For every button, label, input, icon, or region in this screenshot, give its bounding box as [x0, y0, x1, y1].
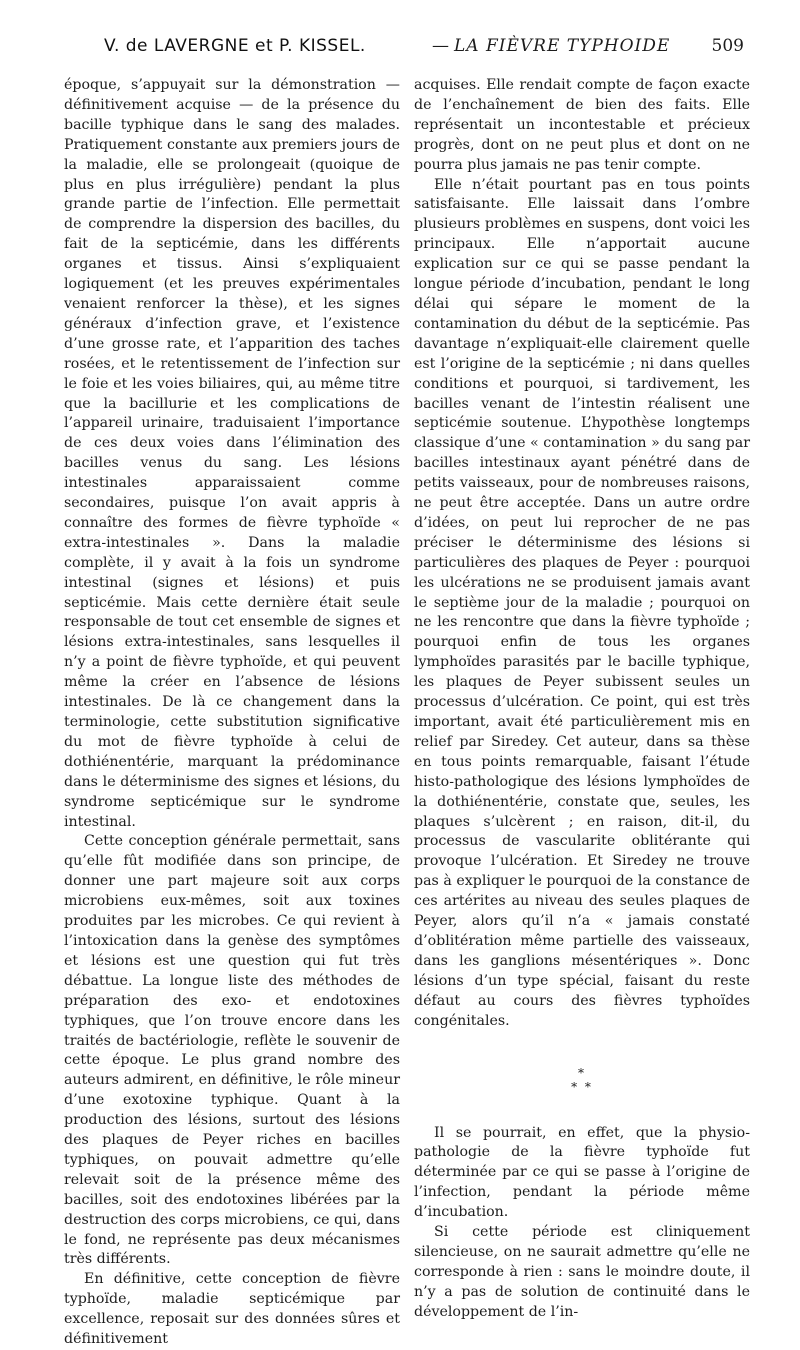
left-column — [64, 76, 400, 1350]
left-paragraph-3: En définitive, cette conception de fièvre typhoïde, maladie septicémique par excellence, reposait sur des données sûres et définitivement — [64, 1271, 400, 1348]
header-title: LA FIÈVRE TYPHOIDE — [454, 36, 671, 56]
asterism-bottom: * * — [571, 1079, 593, 1094]
right-paragraph-1: acquises. Elle rendait compte de façon exacte de l’enchaînement de bien des faits. Elle représentait un incontestable et précieux progrès, dont on ne peut plus et dont on ne pourra plus jamais ne pas tenir compte. — [414, 77, 750, 173]
right-paragraph-3: Il se pourrait, en effet, que la physio-pathologie de la fièvre typhoïde fut déterminée par ce qui se passe à l’origine de l’infection, pendant la période même d’incubation. — [414, 1124, 750, 1221]
left-paragraph-2: Cette conception générale permettait, sans qu’elle fût modifiée dans son principe, de donner une part majeure soit aux corps microbiens eux-mêmes, soit aux toxines produites par les microbes. Ce qui revient à l’intoxication dans la genèse des symptômes et lésions est une question qui fut très débattue. La longue liste des méthodes de préparation des exo- et endotoxines typhiques, que l’on trouve encore dans les traités de bactériologie, reflète le souvenir de cette époque. Le plus grand nombre des auteurs admirent, en définitive, le rôle mineur d’une exotoxine typhique. Quant à la production des lésions, surtout des lésions des plaques de Peyer riches en bacilles typhiques, on pouvait admettre qu’elle relevait soit de la présence même des bacilles, soit des endotoxines libérées par la destruction des corps microbiens, ce qui, dans le fond, ne représente pas deux mécanismes très différents. — [64, 833, 400, 1268]
right-paragraph-2: Elle n’était pourtant pas en tous points satisfaisante. Elle laissait dans l’ombre plusieurs problèmes en suspens, dont voici les principaux. Elle n’apportait aucune explication sur ce qui se passe pendant la longue période d’incubation, pendant le long délai qui sépare le moment de la contamination du début de la septicémie. Pas davantage n’expliquait-elle clairement quelle est l’origine de la septicémie ; ni dans quelles conditions et pourquoi, si tardivement, les bacilles venant de l’intestin réalisent une septicémie soutenue. L’hypothèse longtemps classique d’une « contamination » du sang par bacilles intestinaux ayant pénétré dans de petits vaisseaux, pour de nombreuses raisons, ne peut être acceptée. Dans un autre ordre d’idées, on peut lui reprocher de ne pas préciser le déterminisme des lésions si particulières des plaques de Peyer : pourquoi les ulcérations ne se produisent jamais avant le septième jour de la maladie ; pourquoi on ne les rencontre que dans la fièvre typhoïde ; pourquoi enfin de tous les organes lymphoïdes parasités par le bacille typhique, les plaques de Peyer subissent seules un processus d’ulcération. Ce point, qui est très important, avait été particulièrement mis en relief par Siredey. Cet auteur, dans sa thèse en tous points remarquable, faisant l’étude histo-pathologique des lésions lymphoïdes de la dothiénentérie, constate que, seules, les plaques s’ulcèrent ; en raison, dit-il, du processus de vascularite oblitérante qui provoque l’ulcération. Et Siredey ne trouve pas à expliquer le pourquoi de la constance de ces artérites au niveau des seules plaques de Peyer, alors qu’il n’a « jamais constaté d’oblitération même partielle des vaisseaux, dans les ganglions mésentériques ». Donc lésions d’un type spécial, faisant du reste défaut au cours des fièvres typhoïdes congénitales. — [414, 176, 750, 1029]
page-number: 509 — [711, 36, 744, 56]
header-separator: — — [432, 36, 449, 56]
asterism-top: * — [578, 1065, 586, 1080]
right-column — [414, 76, 750, 1323]
left-paragraph-1: époque, s’appuyait sur la démonstration — définitivement acquise — de la présence du bacille typhique dans le sang des malades. Pratiquement constante aux premiers jours de la maladie, elle se prolongeait (quoique de plus en plus irrégulière) pendant la plus grande partie de l’infection. Elle permettait de comprendre la dispersion des bacilles, du fait de la septicémie, dans les différents organes et tissus. Ainsi s’expliquaient logiquement (et les preuves expérimentales venaient renforcer la thèse), et les signes généraux d’infection grave, et l’existence d’une grosse rate, et l’apparition des taches rosées, et le retentissement de l’infection sur le foie et les voies biliaires, qui, au même titre que la bacillurie et les complications de l’appareil urinaire, traduisaient l’importance de ces deux voies dans l’élimination des bacilles venus du sang. Les lésions intestinales apparaissaient comme secondaires, puisque l’on avait appris à connaître des formes de fièvre typhoïde « extra-intestinales ». Dans la maladie complète, il y avait à la fois un syndrome intestinal (signes et lésions) et puis septicémie. Mais cette dernière était seule responsable de tout cet ensemble de signes et lésions extra-intestinales, sans lesquelles il n’y a point de fièvre typhoïde, et qui peuvent même la créer en l’absence de lésions intestinales. De là ce changement dans la terminologie, cette substitution significative du mot de fièvre typhoïde à celui de dothiénentérie, marquant la prédominance dans le déterminisme des signes et lésions, du syndrome septicémique sur le syndrome intestinal. — [64, 77, 400, 830]
section-break-asterism — [414, 1066, 750, 1094]
running-header — [64, 36, 744, 70]
right-paragraph-4: Si cette période est cliniquement silencieuse, on ne saurait admettre qu’elle ne corresponde à rien : sans le moindre doute, il n’y a pas de solution de continuité dans le développement de l’in- — [414, 1224, 750, 1320]
header-authors: V. de LAVERGNE et P. KISSEL. — [104, 36, 366, 56]
